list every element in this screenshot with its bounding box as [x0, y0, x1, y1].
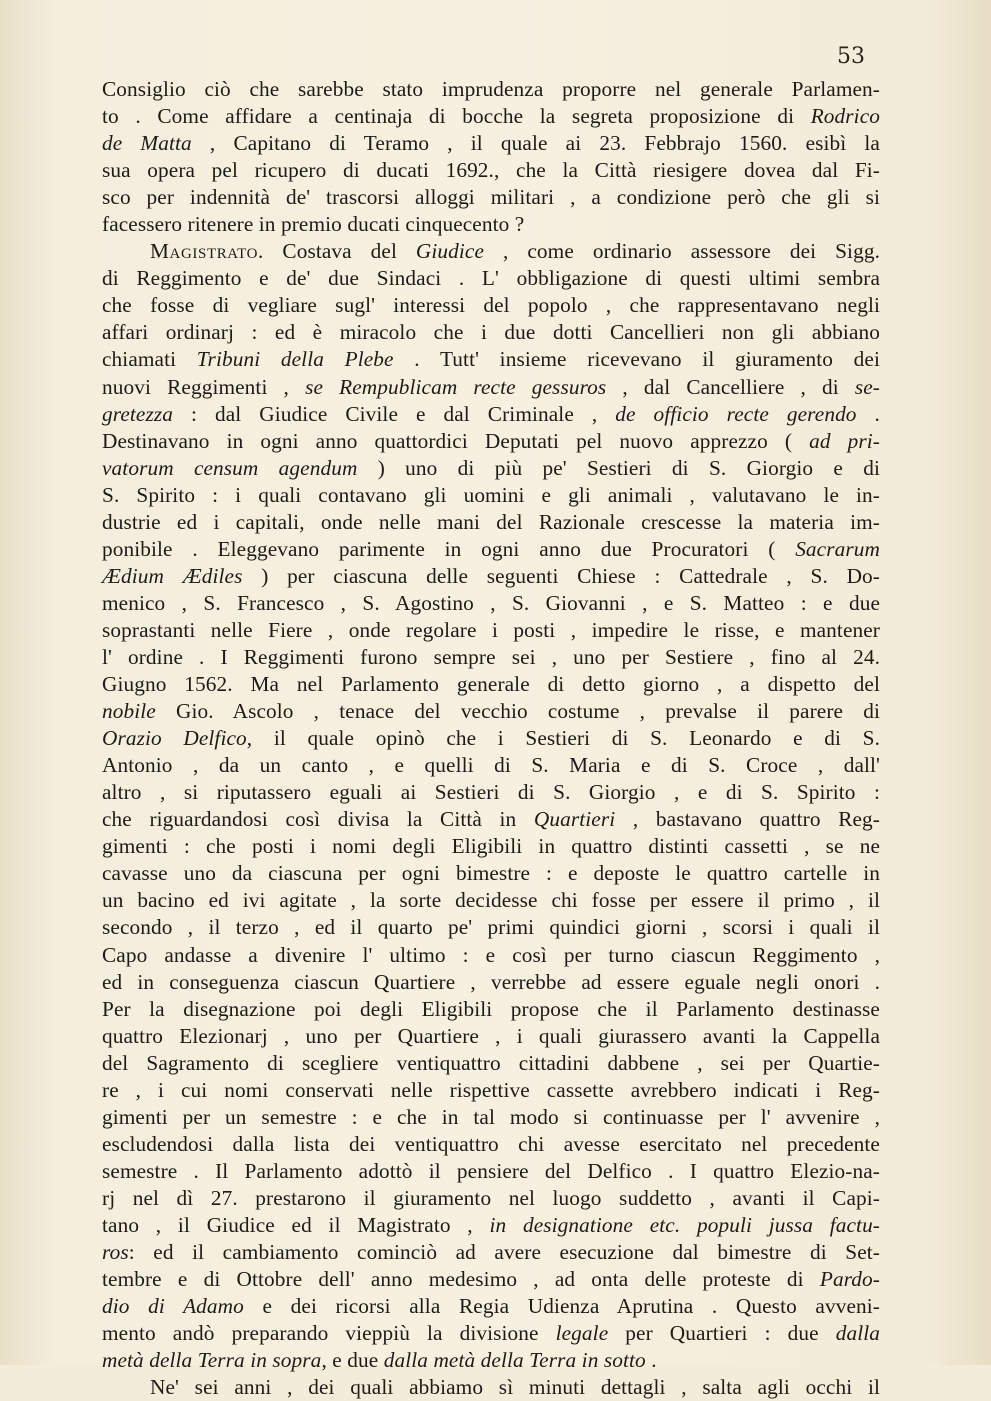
text-line-15: vatorum censum agendum ) uno di più pe' Sestieri di S. Giorgio e di [102, 455, 880, 480]
page-number: 53 [837, 44, 865, 69]
text-line-10: affari ordinarj : ed è miracolo che i due dotti Cancellieri non gli abbiano [102, 320, 880, 345]
text-line-39: gimenti per un semestre : e che in tal modo si continuasse per l' avvenire , [102, 1104, 880, 1129]
text-line-32: secondo , il terzo , ed il quarto pe' primi quindici giorni , scorsi i quali il [102, 915, 880, 940]
text-line-20: menico , S. Francesco , S. Agostino , S. Giovanni , e S. Matteo : e due [102, 590, 880, 615]
text-line-8: di Reggimento e de' due Sindaci . L' obbligazione di questi ultimi sembra [102, 266, 880, 291]
text-line-34: ed in conseguenza ciascun Quartiere , verrebbe ad essere eguale negli onori . [102, 969, 880, 994]
text-line-11: chiamati Tribuni della Plebe . Tutt' insieme ricevevano il giuramento dei [102, 347, 880, 372]
text-line-9: che fosse di vegliare sugl' interessi del popolo , che rappresentavano negli [102, 293, 880, 318]
text-line-7: Magistrato. Costava del Giudice , come ordinario assessore dei Sigg. [150, 239, 880, 264]
text-line-25: Orazio Delfico, il quale opinò che i Sestieri di S. Leonardo e di S. [102, 726, 881, 751]
text-line-17: dustrie ed i capitali, onde nelle mani del Razionale crescesse la materia im- [102, 509, 880, 534]
text-line-37: del Sagramento di scegliere ventiquattro cittadini dabbene , sei per Quartie- [102, 1050, 880, 1075]
text-line-47: mento andò preparando vieppiù la divisione legale per Quartieri : due dalla [102, 1321, 880, 1346]
text-line-48: metà della Terra in sopra, e due dalla metà della Terra in sotto . [102, 1348, 657, 1373]
text-line-28: che riguardandosi così divisa la Città in Quartieri , bastavano quattro Reg- [102, 807, 880, 832]
body-text [102, 76, 880, 1401]
text-line-19: Ædium Ædiles ) per ciascuna delle seguenti Chiese : Cattedrale , S. Do- [102, 563, 880, 588]
text-line-18: ponibile . Eleggevano parimente in ogni anno due Procuratori ( Sacrarum [102, 536, 880, 561]
text-line-6: facessero ritenere in premio ducati cinquecento ? [102, 212, 525, 237]
text-line-46: dio di Adamo e dei ricorsi alla Regia Udienza Aprutina . Questo avveni- [102, 1294, 880, 1319]
text-line-49: Ne' sei anni , dei quali abbiamo sì minuti dettagli , salta agli occhi il [150, 1375, 880, 1400]
text-line-24: nobile Gio. Ascolo , tenace del vecchio costume , prevalse il parere di [102, 699, 880, 724]
text-line-5: sco per indennità de' trascorsi alloggi militari , a condizione però che gli si [102, 185, 880, 210]
text-line-35: Per la disegnazione poi degli Eligibili propose che il Parlamento destinasse [102, 996, 880, 1021]
text-line-23: Giugno 1562. Ma nel Parlamento generale di detto giorno , a dispetto del [102, 672, 880, 697]
text-line-42: rj nel dì 27. prestarono il giuramento nel luogo suddetto , avanti il Capi- [102, 1185, 880, 1210]
text-line-13: gretezza : dal Giudice Civile e dal Criminale , de officio recte gerendo . [102, 401, 880, 426]
text-line-36: quattro Elezionarj , uno per Quartiere , i quali giurassero avanti la Cappella [102, 1023, 880, 1048]
text-line-29: gimenti : che posti i nomi degli Eligibili in quattro distinti cassetti , se ne [102, 834, 880, 859]
text-line-4: sua opera pel ricupero di ducati 1692., che la Città riesigere dovea dal Fi- [102, 158, 880, 183]
text-line-30: cavasse uno da ciascuna per ogni bimestre : e deposte le quattro cartelle in [102, 861, 880, 886]
text-line-43: tano , il Giudice ed il Magistrato , in designatione etc. populi jussa factu- [102, 1212, 881, 1237]
text-line-3: de Matta , Capitano di Teramo , il quale ai 23. Febbrajo 1560. esibì la [102, 131, 880, 156]
text-line-14: Destinavano in ogni anno quattordici Deputati pel nuovo apprezzo ( ad pri- [102, 428, 880, 453]
text-line-33: Capo andasse a divenire l' ultimo : e così per turno ciascun Reggimento , [102, 942, 880, 967]
text-line-1: Consiglio ciò che sarebbe stato imprudenza proporre nel generale Parlamen- [102, 77, 880, 101]
text-line-16: S. Spirito : i quali contavano gli uomini e gli animali , valutavano le in- [102, 482, 880, 507]
text-line-40: escludendosi dalla lista dei ventiquattro chi avesse esercitato nel precedente [102, 1131, 880, 1156]
text-line-2: to . Come affidare a centinaja di bocche la segreta proposizione di Rodrico [102, 104, 880, 129]
text-line-45: tembre e di Ottobre dell' anno medesimo , ad onta delle proteste di Pardo- [102, 1267, 880, 1292]
text-line-27: altro , si riputassero eguali ai Sestieri di S. Giorgio , e di S. Spirito : [102, 780, 880, 805]
text-line-38: re , i cui nomi conservati nelle rispettive cassette avrebbero indicati i Reg- [102, 1077, 880, 1102]
text-line-31: un bacino ed ivi agitate , la sorte decidesse chi fosse per essere il primo , il [102, 888, 880, 913]
text-line-44: ros: ed il cambiamento cominciò ad avere esecuzione dal bimestre di Set- [102, 1240, 880, 1265]
text-line-12: nuovi Reggimenti , se Rempublicam recte gessuros , dal Cancelliere , di se- [102, 374, 880, 399]
text-line-21: soprastanti nelle Fiere , onde regolare i posti , impedire le risse, e mantener [102, 617, 880, 642]
text-line-22: l' ordine . I Reggimenti furono sempre sei , uno per Sestiere , fino al 24. [102, 644, 880, 669]
text-line-26: Antonio , da un canto , e quelli di S. Maria e di S. Croce , dall' [102, 753, 880, 778]
text-line-41: semestre . Il Parlamento adottò il pensiere del Delfico . I quattro Elezio-na- [102, 1158, 880, 1183]
